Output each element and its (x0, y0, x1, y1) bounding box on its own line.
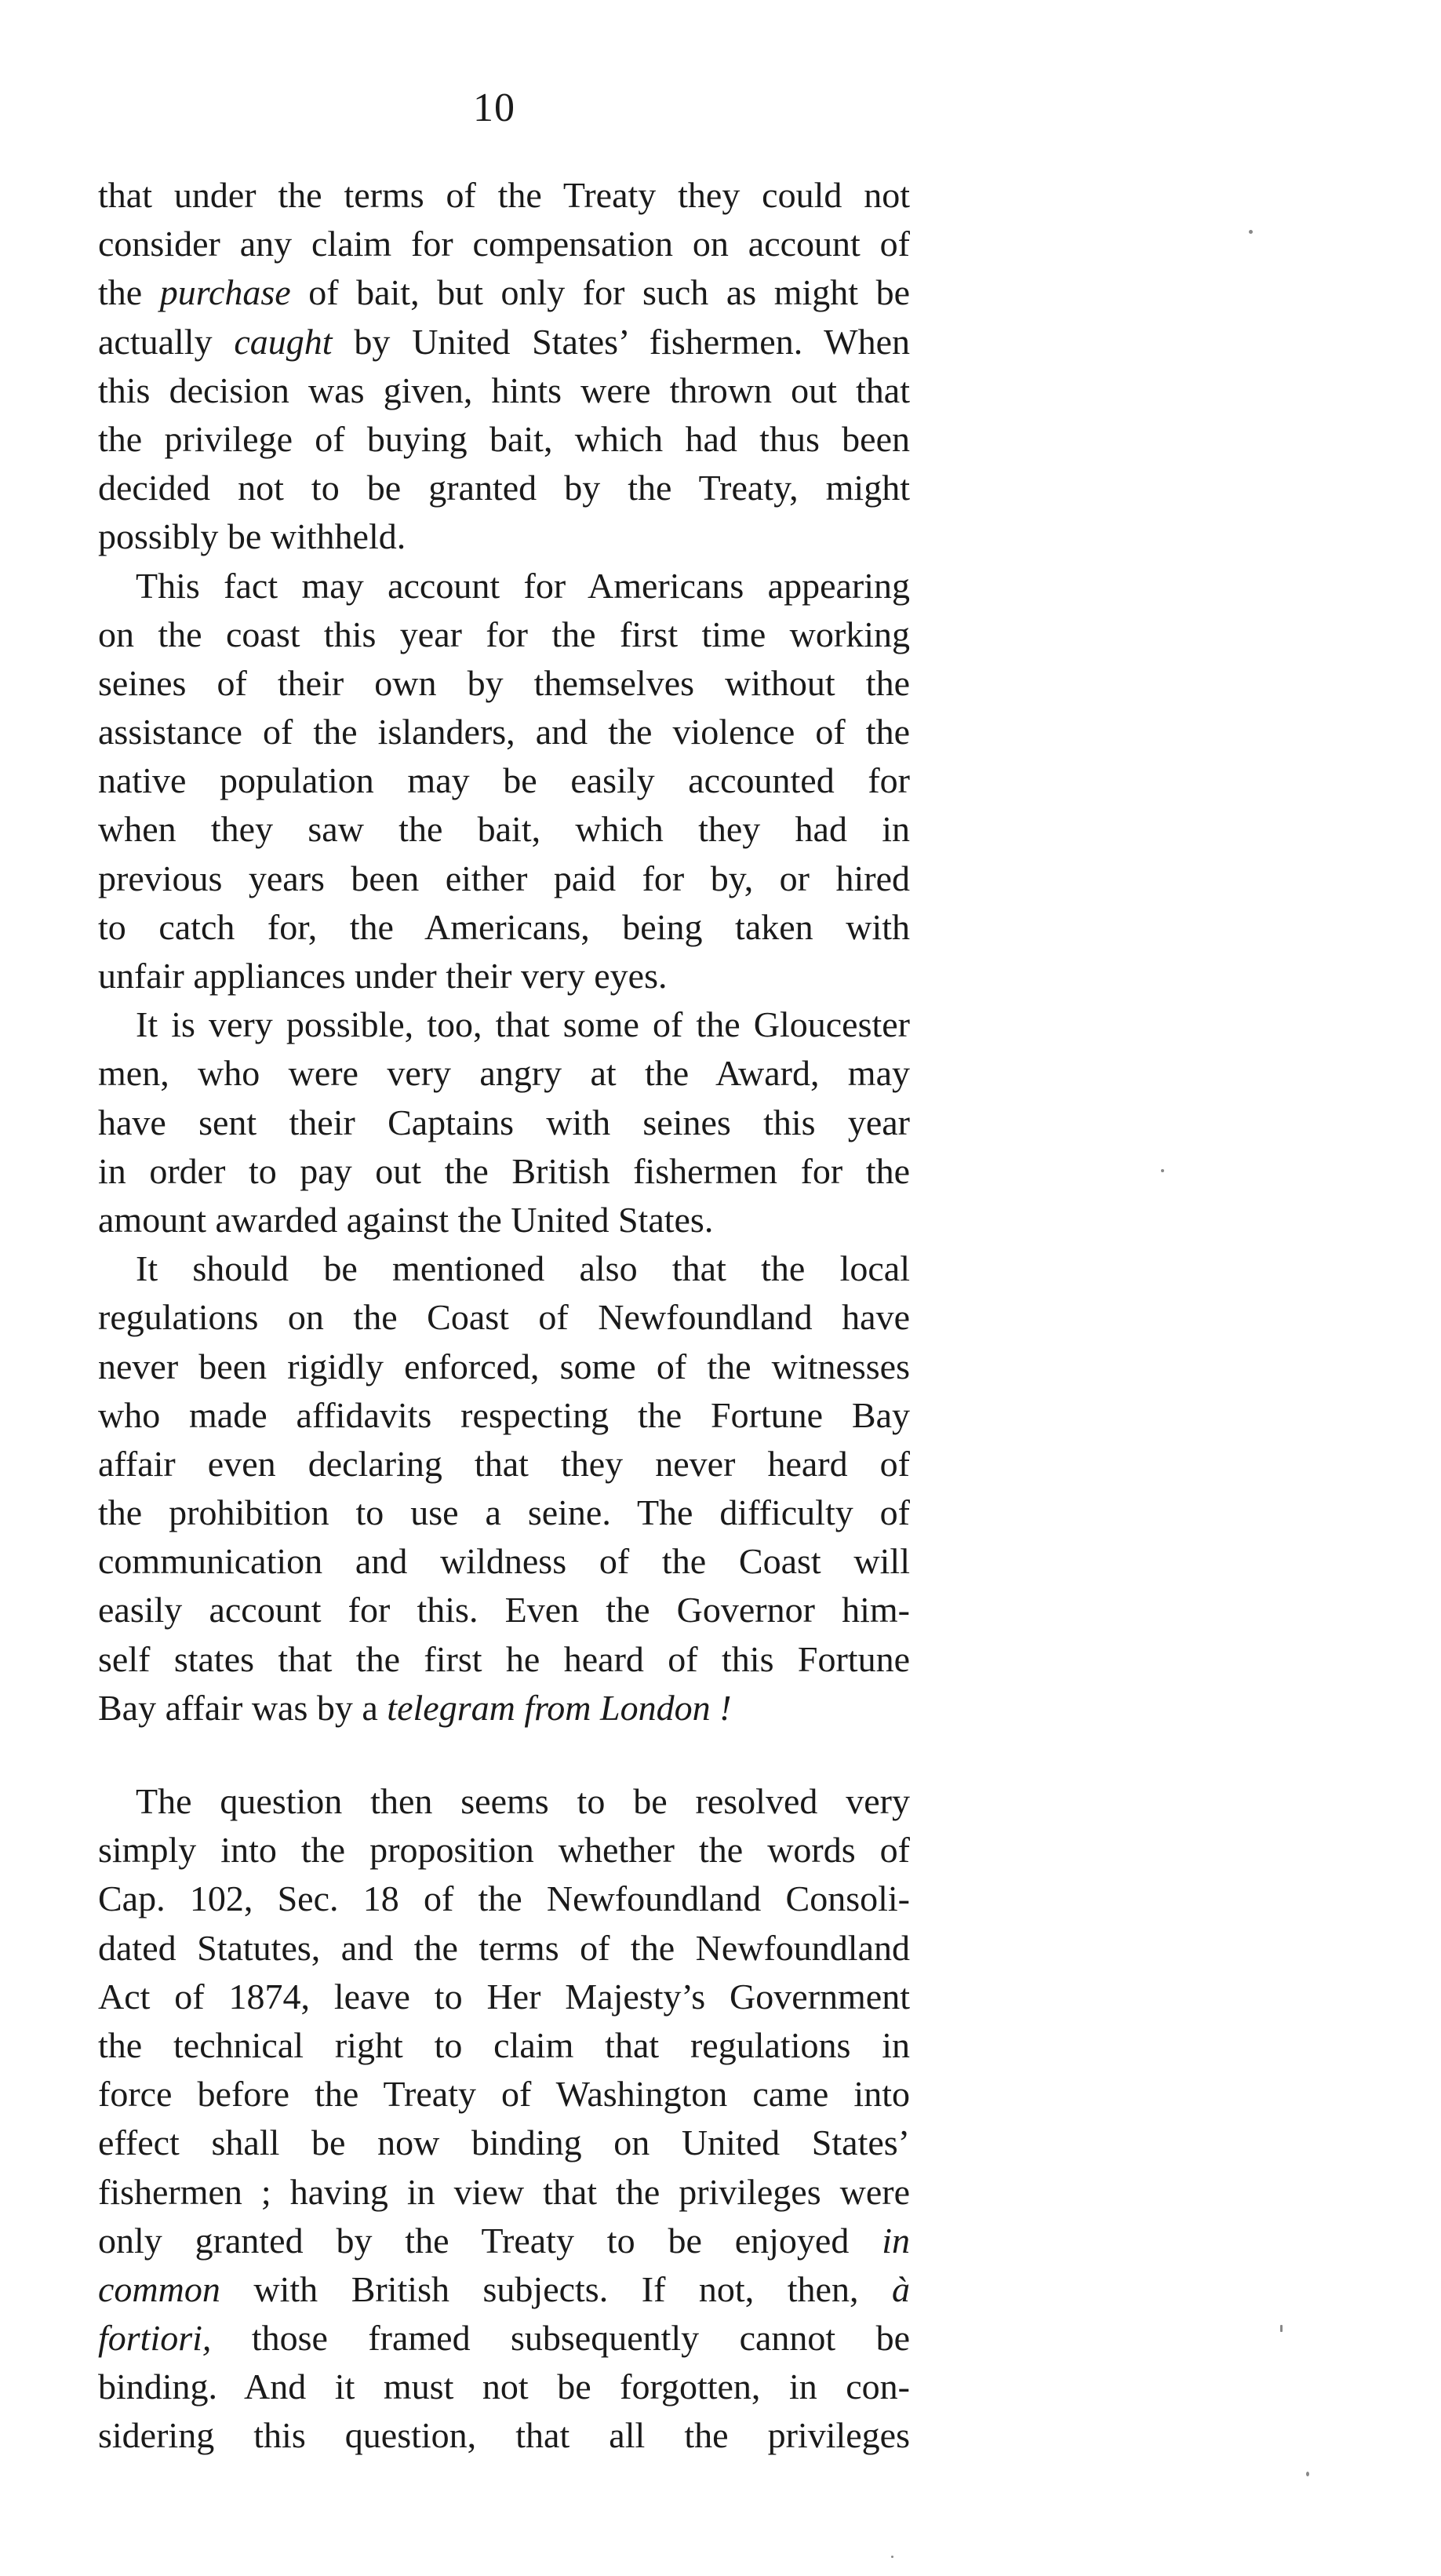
text-line: that under the terms of the Treaty they could not (98, 175, 910, 215)
page-number: 10 (473, 86, 515, 130)
text-line: who made affidavits respecting the Fortune Bay (98, 1394, 910, 1435)
text-line: assistance of the islanders, and the violence of the (98, 712, 910, 752)
text-line: It should be mentioned also that the local (136, 1248, 910, 1289)
text-line: previous years been either paid for by, or hired (98, 858, 910, 898)
text-line: dated Statutes, and the terms of the Newfoundland (98, 1927, 910, 1968)
text-run: with British subjects. If not, then, (220, 2268, 892, 2309)
text-line: amount awarded against the United States. (98, 1199, 714, 1240)
scan-speck (1161, 1169, 1164, 1172)
text-run: those framed subsequently cannot be (211, 2318, 910, 2359)
text-line: to catch for, the Americans, being taken with (98, 906, 910, 947)
text-line (98, 318, 910, 366)
text-line: this decision was given, hints were thrown out that (98, 370, 910, 410)
text-line: Cap. 102, Sec. 18 of the Newfoundland Consoli- (98, 1878, 910, 1919)
italic-run: in (882, 2220, 910, 2261)
italic-run: purchase (159, 272, 291, 313)
text-line (98, 2314, 910, 2363)
text-line: the technical right to claim that regulations in (98, 2024, 910, 2065)
text-line: This fact may account for Americans appearing (136, 565, 910, 606)
text-line: sidering this question, that all the privileges (98, 2415, 910, 2456)
text-run: Bay affair was by a (98, 1687, 388, 1728)
text-line: never been rigidly enforced, some of the witnesses (98, 1346, 910, 1386)
italic-run: caught (234, 321, 333, 362)
text-line: regulations on the Coast of Newfoundland have (98, 1297, 910, 1338)
text-line: decided not to be granted by the Treaty, might (98, 468, 910, 508)
text-line: men, who were very angry at the Award, may (98, 1053, 910, 1094)
italic-run: common (98, 2268, 220, 2309)
text-run: of bait, but only for such as might be (290, 272, 910, 313)
italic-run: telegram from London ! (387, 1687, 732, 1728)
scan-speck (891, 2556, 893, 2558)
text-line: the privilege of buying bait, which had thus been (98, 418, 910, 459)
text-run: only granted by the Treaty to be enjoyed (98, 2220, 882, 2261)
italic-run: fortiori, (98, 2318, 212, 2359)
text-line: seines of their own by themselves without the (98, 662, 910, 703)
text-line: consider any claim for compensation on account of (98, 224, 910, 264)
text-line (98, 268, 910, 317)
text-block-bottom (98, 1777, 910, 2461)
text-line: communication and wildness of the Coast will (98, 1541, 910, 1582)
text-line: easily account for this. Even the Governor him- (98, 1590, 910, 1630)
text-line (98, 2217, 910, 2265)
text-line: possibly be withheld. (98, 516, 406, 557)
text-line: in order to pay out the British fishermen for the (98, 1150, 910, 1191)
text-line: effect shall be now binding on United States’ (98, 2122, 910, 2163)
scan-speck (1280, 2325, 1283, 2332)
text-line: native population may be easily accounted for (98, 760, 910, 801)
text-line: The question then seems to be resolved very (136, 1781, 910, 1821)
text-line: the prohibition to use a seine. The difficulty of (98, 1492, 910, 1533)
italic-run: à (892, 2268, 910, 2309)
text-line: fishermen ; having in view that the privileges were (98, 2171, 910, 2212)
text-line: It is very possible, too, that some of the Gloucester (136, 1004, 910, 1045)
scan-speck (1249, 230, 1253, 234)
text-line: unfair appliances under their very eyes. (98, 956, 668, 996)
text-line: simply into the proposition whether the words of (98, 1830, 910, 1871)
text-run: by United States’ fishermen. When (332, 321, 910, 362)
text-run: actually (98, 321, 235, 362)
text-line: Act of 1874, leave to Her Majesty’s Government (98, 1976, 910, 2017)
text-line: force before the Treaty of Washington came into (98, 2074, 910, 2115)
text-run: the (98, 272, 160, 313)
text-line: binding. And it must not be forgotten, in con- (98, 2366, 910, 2407)
text-line: on the coast this year for the first time working (98, 614, 910, 654)
text-line: have sent their Captains with seines this year (98, 1102, 910, 1142)
text-line: affair even declaring that they never heard of (98, 1443, 910, 1484)
text-line: self states that the first he heard of this Fortune (98, 1638, 910, 1679)
text-line (98, 1684, 910, 1733)
scan-speck (1306, 2472, 1309, 2476)
text-block-top (98, 171, 910, 1733)
text-line: when they saw the bait, which they had in (98, 809, 910, 850)
text-line (98, 2265, 910, 2314)
